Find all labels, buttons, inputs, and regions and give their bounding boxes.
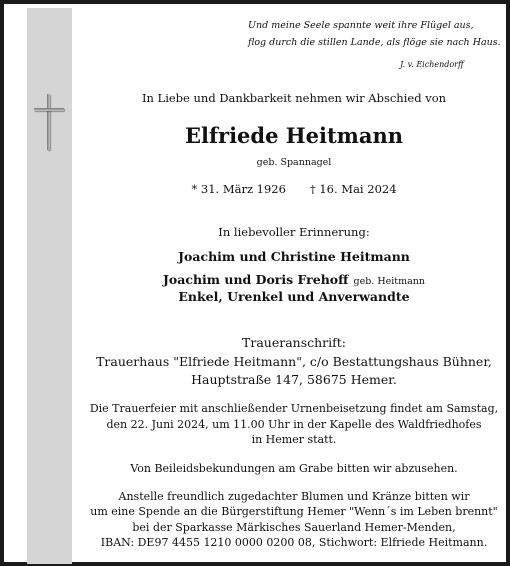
ceremony-line-1: Die Trauerfeier mit anschließender Urnenbeisetzung findet am Samstag, — [89, 402, 499, 415]
maiden-name: geb. Spannagel — [256, 157, 332, 168]
ceremony-line-3: in Hemer statt. — [251, 433, 337, 446]
poem-line-1: Und meine Seele spannte weit ihre Flügel aus, — [248, 20, 474, 31]
mourner-line-2-suffix: geb. Heitmann — [353, 276, 426, 287]
mourner-line-3: Enkel, Urenkel und Anverwandte — [178, 289, 410, 304]
donation-line-1: Anstelle freundlich zugedachter Blumen und Kränze bitten wir — [118, 490, 470, 503]
side-stripe — [27, 8, 72, 564]
donation-line-4: IBAN: DE97 4455 1210 0000 0200 08, Stichwort: Elfriede Heitmann. — [100, 536, 488, 549]
condolence-note: Von Beileidsbekundungen am Grabe bitten wir abzusehen. — [130, 462, 458, 475]
birth-date: * 31. März 1926 — [191, 182, 286, 196]
poem-author: J. v. Eichendorff — [400, 60, 464, 69]
address-label: Traueranschrift: — [242, 335, 346, 350]
deceased-name: Elfriede Heitmann — [184, 123, 404, 148]
life-dates — [74, 182, 510, 196]
death-date: † 16. Mai 2024 — [309, 182, 397, 196]
intro-text: In Liebe und Dankbarkeit nehmen wir Abschied von — [141, 91, 447, 105]
mourner-line-1: Joachim und Christine Heitmann — [178, 249, 410, 264]
donation-line-3: bei der Sparkasse Märkisches Sauerland Hemer-Menden, — [132, 521, 456, 534]
ceremony-line-2: den 22. Juni 2024, um 11.00 Uhr in der Kapelle des Waldfriedhofes — [106, 418, 482, 431]
poem-line-2: flog durch die stillen Lande, als flöge sie nach Haus. — [248, 37, 501, 48]
address-line-2: Hauptstraße 147, 58675 Hemer. — [191, 372, 397, 387]
memory-intro: In liebevoller Erinnerung: — [218, 225, 370, 239]
address-line-1: Trauerhaus "Elfriede Heitmann", c/o Bestattungshaus Bühner, — [96, 354, 492, 369]
donation-line-2: um eine Spende an die Bürgerstiftung Hemer "Wenn´s im Leben brennt" — [90, 505, 498, 518]
mourner-line-2-main: Joachim und Doris Frehoff — [162, 272, 349, 287]
mourner-line-2 — [74, 269, 510, 288]
